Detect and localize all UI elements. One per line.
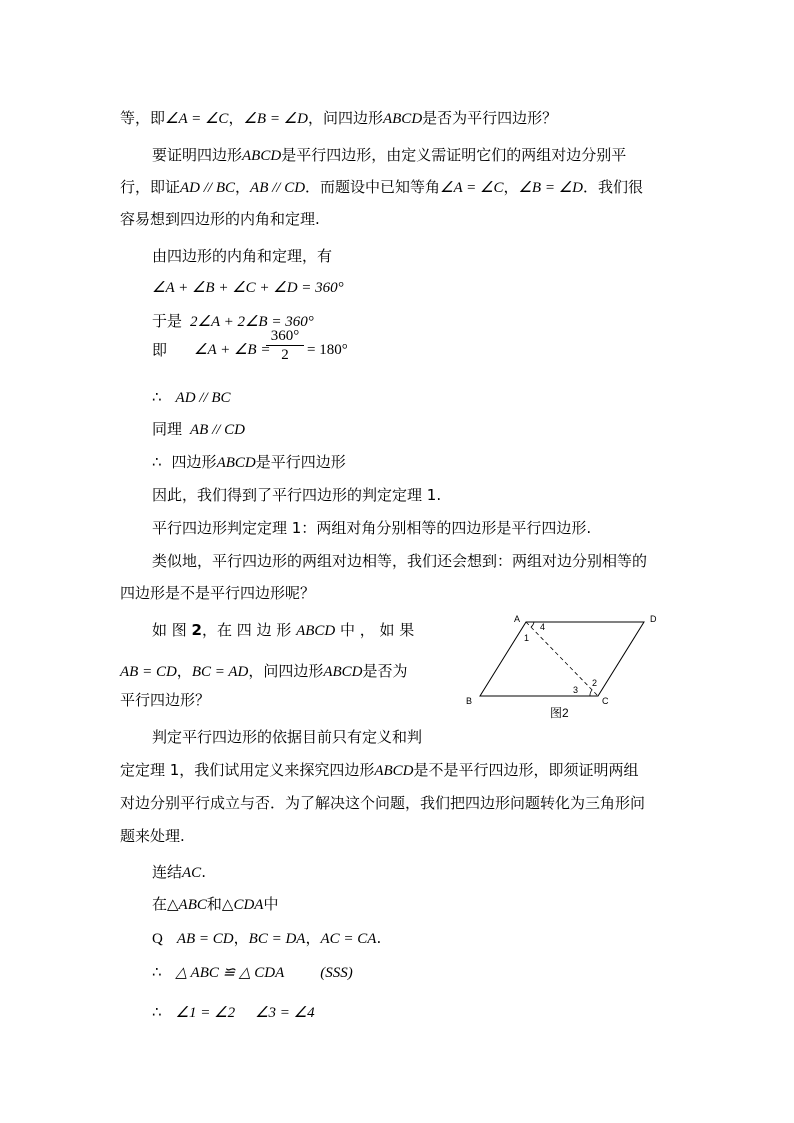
text-line-p7c: 平行四边形？ (120, 691, 211, 709)
math-congruent: △ ABC ≌ △ CDA (175, 965, 285, 981)
text-line-1 (120, 108, 557, 129)
angle-label-1: 1 (524, 633, 530, 643)
math-abcd: ABCD (296, 623, 336, 639)
diagonal-ac (526, 622, 598, 696)
text-line-p8b (120, 760, 639, 781)
text-line-p8c: 对边分别平行成立与否．为了解决这个问题，我们把四边形问题转化为三角形问 (120, 794, 646, 812)
text-line-p8a: 判定平行四边形的依据目前只有定义和判 (152, 728, 423, 746)
text: . (376, 929, 382, 947)
because-symbol: Q (152, 931, 163, 947)
proof-line-1 (152, 862, 206, 883)
figure-parallelogram (460, 610, 670, 722)
text: ， (503, 178, 519, 196)
math-ac-eq-ca: AC = CA (320, 931, 377, 947)
text: 中 ， 如 果 (335, 621, 415, 639)
vertex-label-d: D (650, 614, 657, 624)
math-eq-180: = 180° (307, 342, 348, 358)
vertex-label-b: B (466, 696, 473, 706)
math-bc-eq-da: BC = DA (248, 931, 306, 947)
text-line-2 (152, 145, 626, 166)
text: ， (233, 929, 249, 947)
equation-line-4 (152, 387, 231, 408)
therefore-symbol: ∴ (152, 388, 162, 406)
math-ad-parallel-bc: AD // BC (180, 180, 236, 196)
text: 即 (152, 341, 168, 359)
angle-mark-2 (590, 690, 592, 696)
math-ac: AC (182, 865, 202, 881)
text-line-p7b (120, 661, 408, 682)
text-line-p6b: 四边形是不是平行四边形呢？ (120, 584, 316, 602)
math-abc: ABC (178, 897, 207, 913)
text-line-p7a (152, 620, 442, 641)
text-line-4: 容易想到四边形的内角和定理. (120, 210, 320, 228)
proof-line-4 (152, 962, 353, 983)
text-line-p6a: 类似地，平行四边形的两组对边相等，我们还会想到：两组对边分别相等的 (152, 552, 648, 570)
text: 要证明四边形 (152, 146, 243, 164)
math-angle-3-eq-4: ∠3 = ∠4 (255, 1005, 315, 1021)
text: 于是 (152, 312, 183, 330)
angle-mark-4 (531, 622, 534, 627)
figure-caption: 图2 (550, 706, 569, 720)
text: 行，即证 (120, 178, 181, 196)
text: ．我们很 (583, 178, 644, 196)
figure-ref: 2 (191, 621, 202, 639)
text: 四边形 (171, 453, 217, 471)
fraction-numerator: 360° (270, 328, 300, 344)
math-angle-b-eq-d: ∠B = ∠D (518, 180, 583, 196)
math-angle-a-eq-c: ∠A = ∠C (440, 180, 504, 196)
text: 是平行四边形 (255, 453, 346, 471)
math-2a-2b: 2∠A + 2∠B = 360° (190, 314, 314, 330)
math-angle-a-eq-c: ∠A = ∠C (165, 111, 229, 127)
math-bc-eq-ad: BC = AD (191, 664, 249, 680)
equation-line-5 (152, 419, 245, 440)
angle-label-2: 2 (592, 678, 598, 688)
text: ，在 四 边 形 (201, 621, 297, 639)
equation-angle-sum: ∠A + ∠B + ∠C + ∠D = 360° (152, 280, 344, 296)
therefore-symbol: ∴ (152, 453, 162, 471)
proof-line-3 (152, 928, 381, 949)
text: 中 (263, 895, 279, 913)
equation-line-3 (152, 340, 167, 360)
angle-label-3: 3 (573, 685, 579, 695)
math-abcd: ABCD (216, 455, 256, 471)
text: 定定理 1，我们试用定义来探究四边形 (120, 761, 375, 779)
math-angle-1-eq-2: ∠1 = ∠2 (175, 1005, 236, 1021)
text: 如 图 (152, 621, 192, 639)
math-ab-parallel-cd: AB // CD (250, 180, 306, 196)
text: 是不是平行四边形，即须证明两组 (413, 761, 639, 779)
text-line-p8d: 题来处理. (120, 827, 185, 845)
math-ab-eq-cd: AB = CD (176, 931, 234, 947)
text-line-p4: 因此，我们得到了平行四边形的判定定理 1. (152, 486, 442, 504)
text: ， (235, 178, 251, 196)
math-ab-parallel-cd: AB // CD (190, 422, 246, 438)
therefore-symbol: ∴ (152, 1003, 162, 1021)
vertex-label-c: C (602, 696, 609, 706)
text: 是平行四边形，由定义需证明它们的两组对边分别平 (281, 146, 627, 164)
fraction-denominator: 2 (281, 347, 289, 363)
math-ab-eq-cd: AB = CD (120, 664, 177, 680)
text: 等，即 (120, 109, 166, 127)
text: ， (176, 662, 192, 680)
text: ，问四边形 (248, 662, 324, 680)
text: 是否为平行四边形？ (422, 109, 558, 127)
theorem-1: 平行四边形判定定理 1：两组对角分别相等的四边形是平行四边形. (152, 519, 592, 537)
math-abcd: ABCD (323, 664, 363, 680)
math-a-plus-b: ∠A + ∠B = (194, 342, 271, 358)
text-line-3 (120, 177, 643, 198)
text: ．而题设中已知等角 (305, 178, 441, 196)
text: ，问四边形 (307, 109, 383, 127)
proof-line-2 (152, 894, 278, 915)
equation-line-6 (152, 452, 346, 473)
therefore-symbol: ∴ (152, 963, 162, 981)
text: . (201, 863, 206, 881)
math-sss: (SSS) (320, 965, 353, 981)
text: ， (228, 109, 244, 127)
angle-label-4: 4 (540, 622, 546, 632)
vertex-label-a: A (514, 614, 521, 624)
text: 是否为 (362, 662, 408, 680)
text: ， (305, 929, 321, 947)
math-angle-b-eq-d: ∠B = ∠D (243, 111, 308, 127)
math-ad-parallel-bc: AD // BC (175, 390, 231, 406)
math-cda: CDA (233, 897, 264, 913)
text: 连结 (152, 863, 183, 881)
text: 和△ (206, 895, 234, 913)
text: 在△ (152, 895, 179, 913)
text-line-5: 由四边形的内角和定理，有 (152, 247, 333, 265)
text: 同理 (152, 420, 183, 438)
math-abcd: ABCD (382, 111, 423, 127)
math-abcd: ABCD (242, 148, 282, 164)
fraction-360-over-2 (266, 327, 304, 364)
proof-line-5 (152, 1002, 315, 1023)
math-abcd: ABCD (374, 763, 414, 779)
